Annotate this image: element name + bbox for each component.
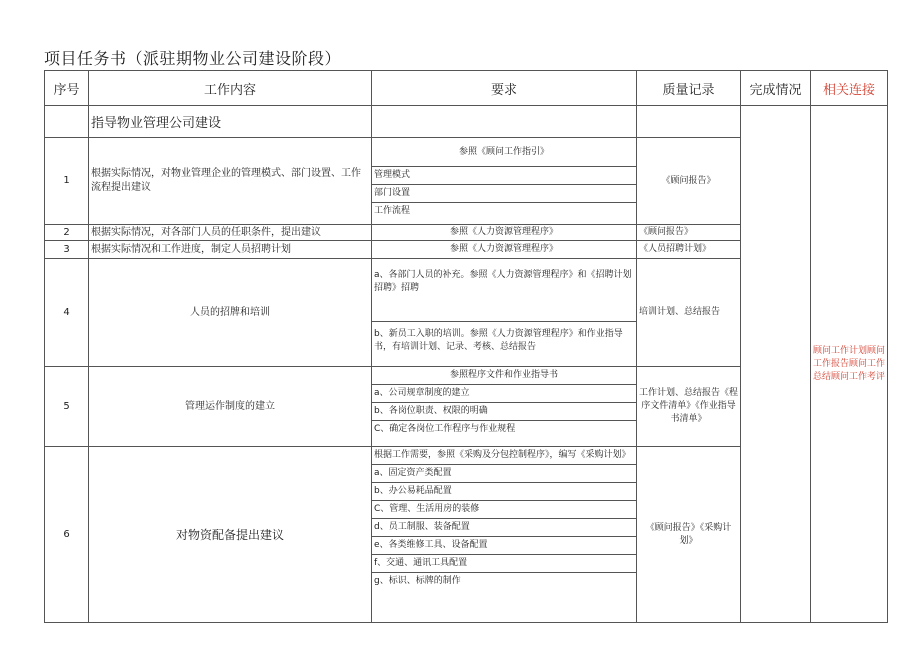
- row-seq: 5: [45, 367, 89, 447]
- requirement-item: C、管理、生活用房的装修: [372, 501, 636, 519]
- requirement-item: a、公司规章制度的建立: [372, 385, 636, 403]
- requirement-item: b、办公易耗品配置: [372, 483, 636, 501]
- header-seq: 序号: [45, 71, 89, 106]
- row-requirements: [372, 259, 637, 367]
- links-text: 顾问工作计划顾问工作报告顾问工作总结顾问工作考评: [813, 345, 886, 382]
- row-record: 《顾问报告》《采购计划》: [637, 447, 741, 623]
- requirement-item: 部门设置: [372, 185, 636, 203]
- row-record: 培训计划、总结报告: [637, 259, 741, 367]
- row-seq: 1: [45, 138, 89, 225]
- links-cell: [811, 106, 888, 623]
- row-seq: 4: [45, 259, 89, 367]
- status-cell: [741, 106, 811, 623]
- row-record: 《人员招聘计划》: [637, 241, 741, 259]
- row-requirements: [372, 447, 637, 623]
- requirement-item: 根据工作需要，参照《采购及分包控制程序》，编写《采购计划》: [372, 447, 636, 465]
- row-seq: 3: [45, 241, 89, 259]
- header-record: 质量记录: [637, 71, 741, 106]
- row-record: 《顾问报告》: [637, 138, 741, 225]
- task-table: [44, 70, 888, 623]
- requirement-item: a、固定资产类配置: [372, 465, 636, 483]
- requirement-item: C、确定各岗位工作程序与作业规程: [374, 424, 516, 434]
- row-requirements: [372, 138, 637, 225]
- requirement-item: 管理模式: [372, 167, 636, 185]
- row-content: 根据实际情况，对物业管理企业的管理模式、部门设置、工作流程提出建议: [89, 138, 372, 225]
- header-require: 要求: [372, 71, 637, 106]
- requirement-item: g、标识、标牌的制作: [374, 576, 461, 586]
- header-links: 相关连接: [811, 71, 888, 106]
- section-row: [45, 106, 888, 138]
- row-seq: 6: [45, 447, 89, 623]
- requirement-item: b、新员工入职的培训。参照《人力资源管理程序》和作业指导书，有培训计划、记录、考核、总结报告: [374, 329, 623, 352]
- requirement-item: a、各部门人员的补充。参照《人力资源管理程序》和《招聘计划招聘》招聘: [372, 259, 636, 322]
- row-record: 工作计划、总结报告《程序文件清单》《作业指导书清单》: [637, 367, 741, 447]
- section-require: [372, 106, 637, 138]
- row-requirements: 参照《人力资源管理程序》: [372, 241, 637, 259]
- requirement-item: 参照程序文件和作业指导书: [372, 367, 636, 385]
- requirement-item: e、各类维修工具、设备配置: [372, 537, 636, 555]
- requirement-item: b、各岗位职责、权限的明确: [372, 403, 636, 421]
- row-record: 《顾问报告》: [637, 225, 741, 241]
- page-title: 项目任务书（派驻期物业公司建设阶段）: [44, 49, 342, 68]
- row-content: 根据实际情况和工作进度，制定人员招聘计划: [89, 241, 372, 259]
- header-row: [45, 71, 888, 106]
- requirement-item: 工作流程: [374, 206, 411, 216]
- requirement-item: 参照《顾问工作指引》: [372, 138, 636, 167]
- header-status: 完成情况: [741, 71, 811, 106]
- requirement-item: f、交通、通讯工具配置: [372, 555, 636, 573]
- requirement-item: d、员工制服、装备配置: [372, 519, 636, 537]
- section-record: [637, 106, 741, 138]
- section-title: 指导物业管理公司建设: [89, 106, 372, 138]
- header-content: 工作内容: [89, 71, 372, 106]
- row-seq: 2: [45, 225, 89, 241]
- section-seq: [45, 106, 89, 138]
- row-content: 对物资配备提出建议: [89, 447, 372, 623]
- row-content: 人员的招牌和培训: [89, 259, 372, 367]
- row-content: 根据实际情况，对各部门人员的任职条件，提出建议: [89, 225, 372, 241]
- row-requirements: 参照《人力资源管理程序》: [372, 225, 637, 241]
- row-requirements: [372, 367, 637, 447]
- row-content: 管理运作制度的建立: [89, 367, 372, 447]
